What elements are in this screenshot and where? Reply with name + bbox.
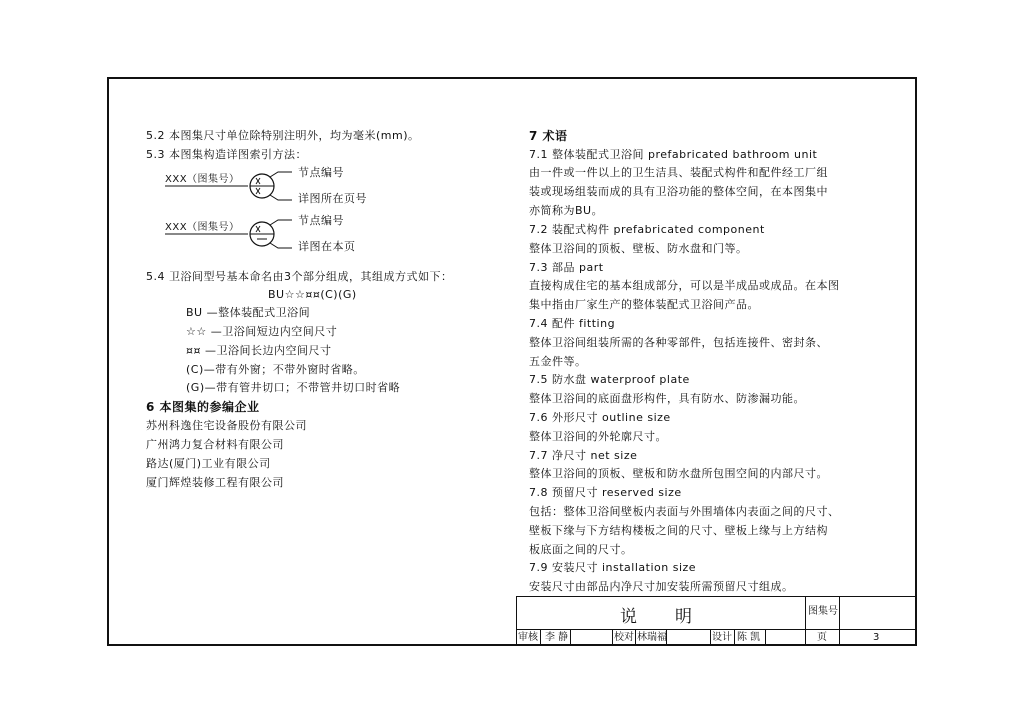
- term-line: 五金件等。: [529, 355, 587, 368]
- term-line: 7.7 净尺寸 net size: [529, 449, 638, 462]
- section-5-4: 5.4 卫浴间型号基本命名由3个部分组成，其组成方式如下：: [146, 270, 453, 283]
- section-5-2: 5.2 本图集尺寸单位除特别注明外，均为毫米(mm)。: [146, 129, 420, 142]
- term-line: 壁板下缘与下方结构楼板之间的尺寸、壁板上缘与上方结构: [529, 524, 828, 537]
- index-node-label-1: 节点编号: [298, 166, 344, 179]
- term-line: 7.3 部品 part: [529, 261, 604, 274]
- term-line: 7.8 预留尺寸 reserved size: [529, 486, 682, 499]
- legend-item: BU —整体装配式卫浴间: [186, 306, 311, 319]
- term-line: 包括：整体卫浴间壁板内表面与外围墙体内表面之间的尺寸、: [529, 505, 840, 518]
- term-line: 集中指由厂家生产的整体装配式卫浴间产品。: [529, 298, 759, 311]
- term-line: 亦简称为BU。: [529, 204, 604, 217]
- index-symbol-1: [160, 166, 300, 210]
- check-label: 校对: [614, 632, 634, 643]
- index-page-label-2: 详图在本页: [298, 240, 356, 253]
- index-atlas-label-1: XXX（图集号）: [165, 174, 240, 185]
- legend-item: (G)—带有管井切口；不带管井切口时省略: [186, 381, 401, 394]
- term-line: 7.1 整体装配式卫浴间 prefabricated bathroom unit: [529, 148, 818, 161]
- design-label: 设计: [712, 632, 732, 643]
- company-item: 广州鸿力复合材料有限公司: [146, 438, 284, 451]
- review-name: 李 静: [545, 632, 569, 643]
- atlas-number-label: 图集号: [808, 606, 838, 617]
- term-line: 整体卫浴间的顶板、壁板、防水盘和门等。: [529, 242, 748, 255]
- company-item: 厦门辉煌装修工程有限公司: [146, 476, 284, 489]
- term-line: 整体卫浴间的底面盘形构件，具有防水、防渗漏功能。: [529, 392, 805, 405]
- section-6-title: 6 本图集的参编企业: [146, 400, 260, 414]
- term-line: 7.4 配件 fitting: [529, 317, 616, 330]
- term-line: 7.9 安装尺寸 installation size: [529, 561, 697, 574]
- legend-item: ☆☆ —卫浴间短边内空间尺寸: [186, 325, 338, 338]
- term-line: 7.6 外形尺寸 outline size: [529, 411, 671, 424]
- term-line: 板底面之间的尺寸。: [529, 543, 633, 556]
- index-atlas-label-2: XXX（图集号）: [165, 222, 240, 233]
- index-page-label-1: 详图所在页号: [298, 192, 367, 205]
- term-line: 直接构成住宅的基本组成部分，可以是半成品或成品。在本图: [529, 279, 840, 292]
- term-line: 7.5 防水盘 waterproof plate: [529, 373, 690, 386]
- term-line: 7.2 装配式构件 prefabricated component: [529, 223, 765, 236]
- legend-item: (C)—带有外窗；不带外窗时省略。: [186, 363, 365, 376]
- check-name: 林瑞福: [637, 632, 667, 643]
- index-symbol-2: [160, 214, 300, 258]
- term-line: 整体卫浴间组装所需的各种零部件，包括连接件、密封条、: [529, 336, 828, 349]
- title-block-title: 说明: [620, 607, 730, 627]
- design-name: 陈 凯: [737, 632, 761, 643]
- section-7-title: 7 术语: [529, 129, 568, 143]
- term-line: 整体卫浴间的外轮廓尺寸。: [529, 430, 667, 443]
- company-item: 苏州科逸住宅设备股份有限公司: [146, 419, 307, 432]
- page-label: 页: [817, 632, 828, 643]
- term-line: 由一件或一件以上的卫生洁具、装配式构件和配件经工厂组: [529, 166, 828, 179]
- term-line: 安装尺寸由部品内净尺寸加安装所需预留尺寸组成。: [529, 580, 794, 593]
- page-number: 3: [873, 632, 880, 643]
- legend-item: ¤¤ —卫浴间长边内空间尺寸: [186, 344, 332, 357]
- term-line: 装或现场组装而成的具有卫浴功能的整体空间，在本图集中: [529, 185, 828, 198]
- review-label: 审核: [518, 632, 538, 643]
- drawing-sheet-border: [107, 77, 917, 646]
- term-line: 整体卫浴间的顶板、壁板和防水盘所包围空间的内部尺寸。: [529, 467, 828, 480]
- section-5-3: 5.3 本图集构造详图索引方法：: [146, 148, 307, 161]
- model-formula: BU☆☆¤¤(C)(G): [268, 288, 357, 301]
- company-item: 路达(厦门)工业有限公司: [146, 457, 271, 470]
- index-node-label-2: 节点编号: [298, 214, 344, 227]
